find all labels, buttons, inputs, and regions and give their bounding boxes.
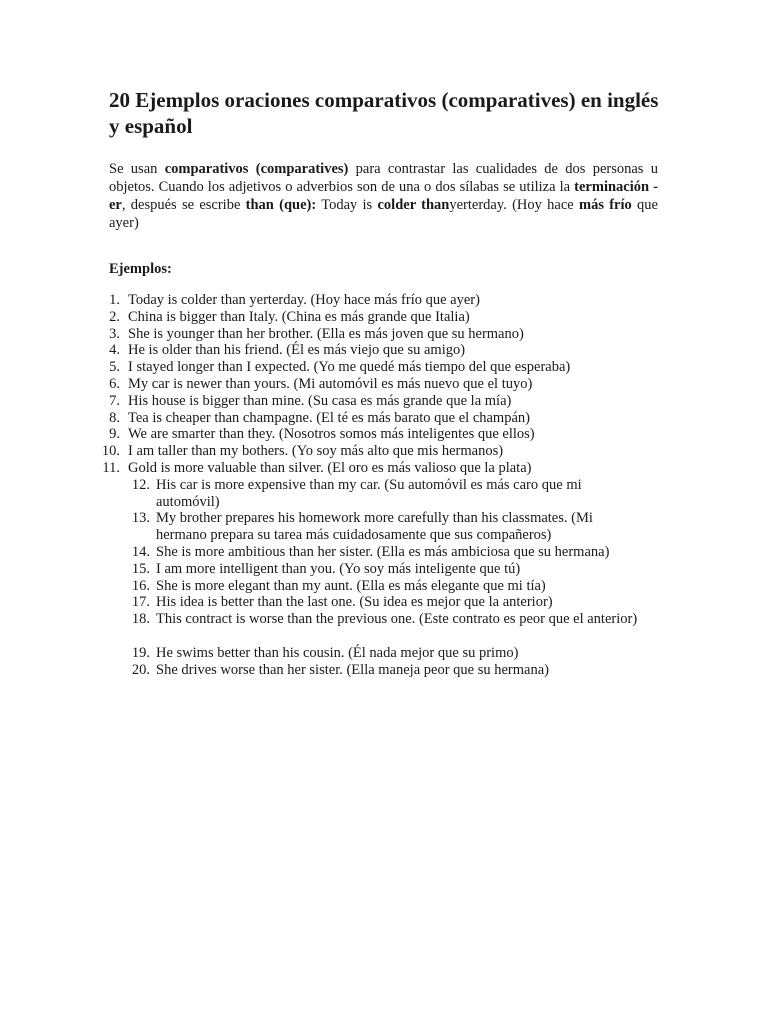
intro-text: , después se escribe [121,197,246,213]
intro-paragraph [109,160,658,232]
list-item [0,426,768,443]
list-item [0,393,768,410]
list-item-text: He swims better than his cousin. (Él nada mejor que su primo) [156,644,519,661]
list-item [0,309,768,326]
examples-heading: Ejemplos: [109,261,172,277]
list-item-number: 20. [131,661,150,678]
list-item [0,342,768,359]
list-item-text: His house is bigger than mine. (Su casa es más grande que la mía) [128,392,512,409]
list-item [0,544,768,561]
examples-list [0,292,768,678]
list-item-text: Tea is cheaper than champagne. (El té es más barato que el champán) [128,409,530,426]
list-item [0,326,768,343]
intro-bold-term: más frío [578,197,632,213]
list-item-number: 8. [109,409,120,426]
list-item-text: She is more elegant than my aunt. (Ella es más elegante que mi tía) [156,577,546,594]
list-item [0,477,768,511]
list-item-text: This contract is worse than the previous one. (Este contrato es peor que el anterior) [156,611,638,628]
list-item [0,578,768,595]
intro-bold-term: colder than [377,197,450,213]
list-item-number: 19. [131,644,150,661]
list-item-text: She drives worse than her sister. (Ella maneja peor que su hermana) [156,661,549,678]
intro-bold-term: than (que): [245,197,317,213]
list-item [0,292,768,309]
list-item-number: 4. [109,342,120,359]
list-item-number: 12. [131,476,150,493]
list-item-text: His idea is better than the last one. (Su idea es mejor que la anterior) [156,594,553,611]
list-item-text: She is younger than her brother. (Ella es más joven que su hermano) [128,325,524,342]
list-item-text: Gold is more valuable than silver. (El oro es más valioso que la plata) [128,459,532,476]
list-item-text: His car is more expensive than my car. (Su automóvil es más caro que mi automóvil) [156,476,582,510]
list-item-text: We are smarter than they. (Nosotros somos más inteligentes que ellos) [128,426,535,443]
list-item-number: 17. [131,594,150,611]
list-item-text: I stayed longer than I expected. (Yo me quedé más tiempo del que esperaba) [128,359,571,376]
list-item-text: I am taller than my bothers. (Yo soy más alto que mis hermanos) [128,443,504,460]
intro-text: Today is [316,197,378,213]
list-item-number: 11. [102,459,120,476]
list-item-number: 3. [109,325,120,342]
list-item-number: 2. [109,308,120,325]
intro-text: que ayer) [109,197,658,231]
list-item [0,460,768,477]
list-item-number: 9. [109,426,120,443]
intro-text: yerterday. (Hoy hace [449,197,579,213]
list-item-text: My brother prepares his homework more carefully than his classmates. (Mi hermano prepara su tarea más cuidadosamente que sus compañeros) [156,510,593,544]
intro-text: para contrastar las cualidades de dos personas u objetos. Cuando los adjetivos o adverbios son de una o dos sílabas se utiliza la [109,161,658,195]
list-item-number: 15. [131,560,150,577]
list-item [0,594,768,611]
list-item-number: 6. [109,375,120,392]
page-title: 20 Ejemplos oraciones comparativos (comparatives) en inglés y español [109,88,659,138]
list-item-text: She is more ambitious than her sister. (Ella es más ambiciosa que su hermana) [156,543,610,560]
list-item-number: 5. [109,359,120,376]
intro-bold-term: comparativos (comparatives) [164,161,349,177]
list-item [0,645,768,662]
list-item-number: 1. [109,292,120,308]
list-item-number: 13. [131,510,150,527]
list-item-number: 10. [101,443,120,460]
list-item [0,611,768,645]
list-item [0,662,768,679]
list-item-number: 16. [131,577,150,594]
list-item-text: I am more intelligent than you. (Yo soy más inteligente que tú) [156,560,521,577]
list-item-text: My car is newer than yours. (Mi automóvil es más nuevo que el tuyo) [128,375,533,392]
list-item-text: China is bigger than Italy. (China es más grande que Italia) [128,308,470,325]
list-item [0,443,768,460]
list-item-number: 7. [109,392,120,409]
list-item [0,359,768,376]
list-item-text: He is older than his friend. (Él es más viejo que su amigo) [128,342,466,359]
list-item-number: 14. [131,543,150,560]
list-item-number: 18. [131,611,150,628]
list-item [0,376,768,393]
list-item [0,561,768,578]
intro-bold-term: terminación -er [109,179,658,213]
list-item-text: Today is colder than yerterday. (Hoy hace más frío que ayer) [128,292,480,308]
intro-text: Se usan [109,161,165,177]
list-item [0,410,768,427]
list-item [0,510,768,544]
